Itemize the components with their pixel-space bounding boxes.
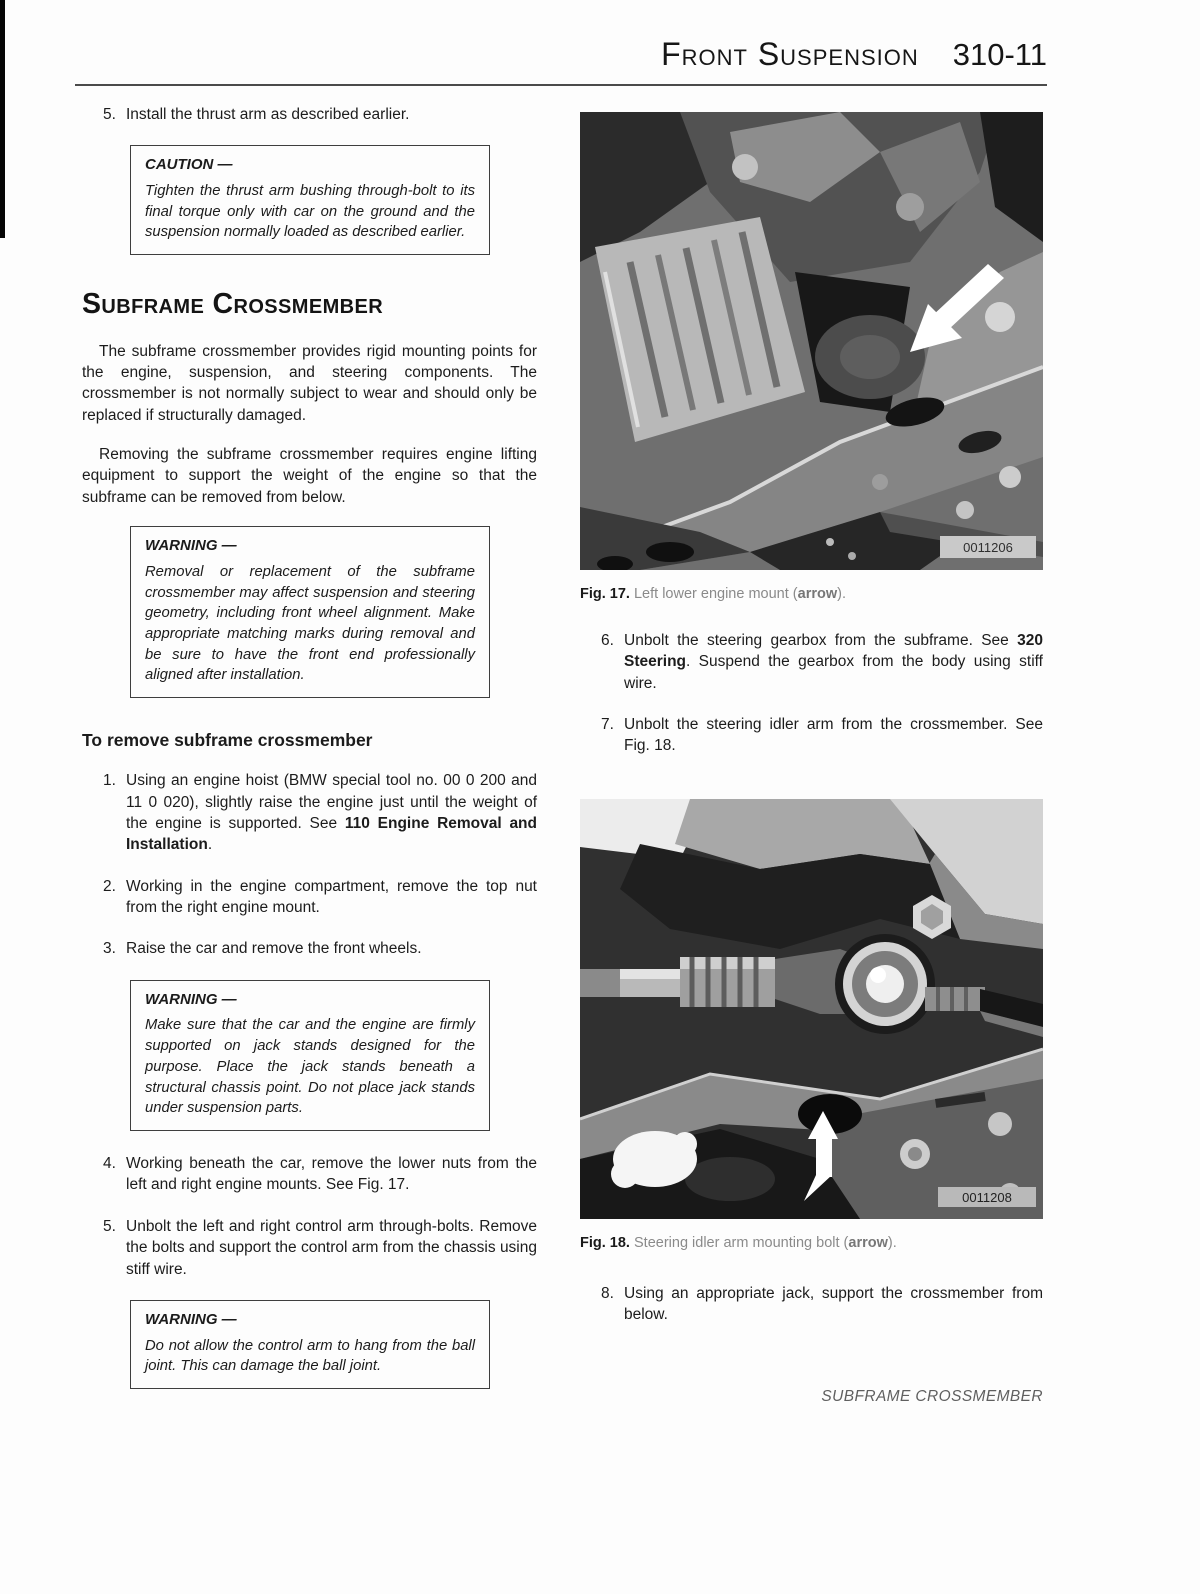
step-text: Working in the engine compartment, remove the top nut from the right engine mount. [126, 877, 537, 917]
step-number: 4. [103, 1155, 116, 1172]
step-text: Unbolt the steering idler arm from the crossmember. See Fig. 18. [624, 715, 1043, 755]
figure-label: Fig. 18. [580, 1234, 630, 1251]
caption-text: Steering idler arm mounting bolt ( [629, 1234, 849, 1251]
page-title: Front Suspension [661, 36, 919, 72]
scan-artifact-strip [0, 0, 5, 238]
right-column [580, 112, 1043, 1345]
section-heading: Subframe Crossmember [82, 288, 384, 321]
caption-bold: arrow [848, 1234, 888, 1251]
step-text: Install the thrust arm as described earlier. [126, 106, 410, 123]
step-text-run: . Suspend the gearbox from the body using stiff wire. [624, 653, 1043, 692]
warning-text: Removal or replacement of the subframe crossmember may affect suspension and steering geometry, including front wheel alignment. Make appropriate matching marks during removal and be sure to have the front end professionally aligned after installation. [145, 563, 475, 684]
caption-text: ). [837, 586, 846, 602]
step-number: 7. [601, 715, 614, 733]
cross-reference: 320 Steering [624, 631, 1043, 671]
warning-title: WARNING — [145, 990, 237, 1008]
list-item [580, 630, 1043, 694]
page-header [75, 36, 1047, 73]
fig17-photo-svg [580, 112, 1043, 570]
figure-18-caption [580, 1234, 1043, 1253]
warning-title: WARNING — [145, 1310, 237, 1328]
caption-text: Left lower engine mount ( [629, 586, 798, 602]
page-number: 310-11 [952, 37, 1047, 72]
step-number: 5. [103, 106, 116, 123]
photo-id-tag [940, 536, 1036, 558]
step-number: 6. [601, 631, 614, 649]
step-number: 1. [103, 772, 116, 790]
paragraph: The subframe crossmember provides rigid mounting points for the engine, suspension, and steering components. The crossmember is not normally subject to wear and should only be replaced if structurally damaged. [82, 342, 537, 424]
photo-id-text: 0011206 [963, 540, 1013, 555]
list-item [82, 876, 537, 919]
step-text-run: Unbolt the steering gearbox from the subframe. See [624, 631, 1018, 649]
left-column [82, 104, 537, 1411]
caution-title: CAUTION — [145, 156, 233, 174]
step-text [126, 770, 537, 856]
step-text-run: . [207, 836, 213, 854]
caption-text: ). [887, 1234, 897, 1251]
figure-17-caption [580, 585, 1043, 604]
figure-18-photo [580, 799, 1043, 1219]
header-rule [75, 84, 1047, 86]
procedure-heading: To remove subframe crossmember [82, 730, 373, 751]
warning-text: Make sure that the car and the engine are firmly supported on jack stands designed for the purpose. Place the jack stands beneath a structural chassis point. Do not place jack stands under suspension parts. [145, 1017, 475, 1117]
cross-reference: 110 Engine Removal and Installation [126, 814, 537, 854]
warning-box [130, 1300, 490, 1389]
list-item [580, 714, 1043, 757]
step-text-run: Using an engine hoist (BMW special tool no. 00 0 200 and 11 0 020), slightly raise the engine just until the weight of the engine is supported. See [126, 772, 537, 832]
warning-title: WARNING — [145, 537, 237, 555]
list-item [82, 938, 537, 959]
caution-text: Tighten the thrust arm bushing through-bolt to its final torque only with car on the ground and the suspension normally loaded as described earlier. [145, 183, 475, 241]
step-text: Raise the car and remove the front wheels. [126, 940, 422, 958]
step-text: Unbolt the left and right control arm through-bolts. Remove the bolts and support the control arm from the chassis using stiff wire. [126, 1217, 537, 1278]
step-number: 3. [103, 940, 116, 958]
warning-box [130, 526, 490, 698]
list-item [580, 1283, 1043, 1326]
step-text: Using an appropriate jack, support the crossmember from below. [624, 1284, 1043, 1323]
list-item [82, 1153, 537, 1196]
caption-bold: arrow [797, 586, 838, 602]
warning-box [130, 980, 490, 1131]
step-number: 2. [103, 877, 116, 895]
photo-id-text: 0011208 [962, 1189, 1012, 1205]
list-item [82, 104, 537, 125]
figure-17-photo [580, 112, 1043, 570]
warning-text: Do not allow the control arm to hang from the ball joint. This can damage the ball joint. [145, 1337, 475, 1375]
photo-id-tag [938, 1187, 1036, 1207]
running-footer: SUBFRAME CROSSMEMBER [821, 1388, 1043, 1405]
list-item [82, 1216, 537, 1280]
ball-joint [835, 934, 935, 1034]
step-number: 5. [103, 1217, 116, 1235]
step-text [624, 630, 1043, 694]
list-item [82, 770, 537, 856]
fig18-photo-svg [580, 799, 1043, 1219]
step-text: Working beneath the car, remove the lower nuts from the left and right engine mounts. See Fig. 17. [126, 1155, 537, 1194]
caution-box [130, 145, 490, 255]
step-number: 8. [601, 1284, 614, 1302]
paragraph: Removing the subframe crossmember requires engine lifting equipment to support the weight of the engine so that the subframe can be removed from below. [82, 446, 537, 506]
figure-label: Fig. 17. [580, 586, 630, 602]
